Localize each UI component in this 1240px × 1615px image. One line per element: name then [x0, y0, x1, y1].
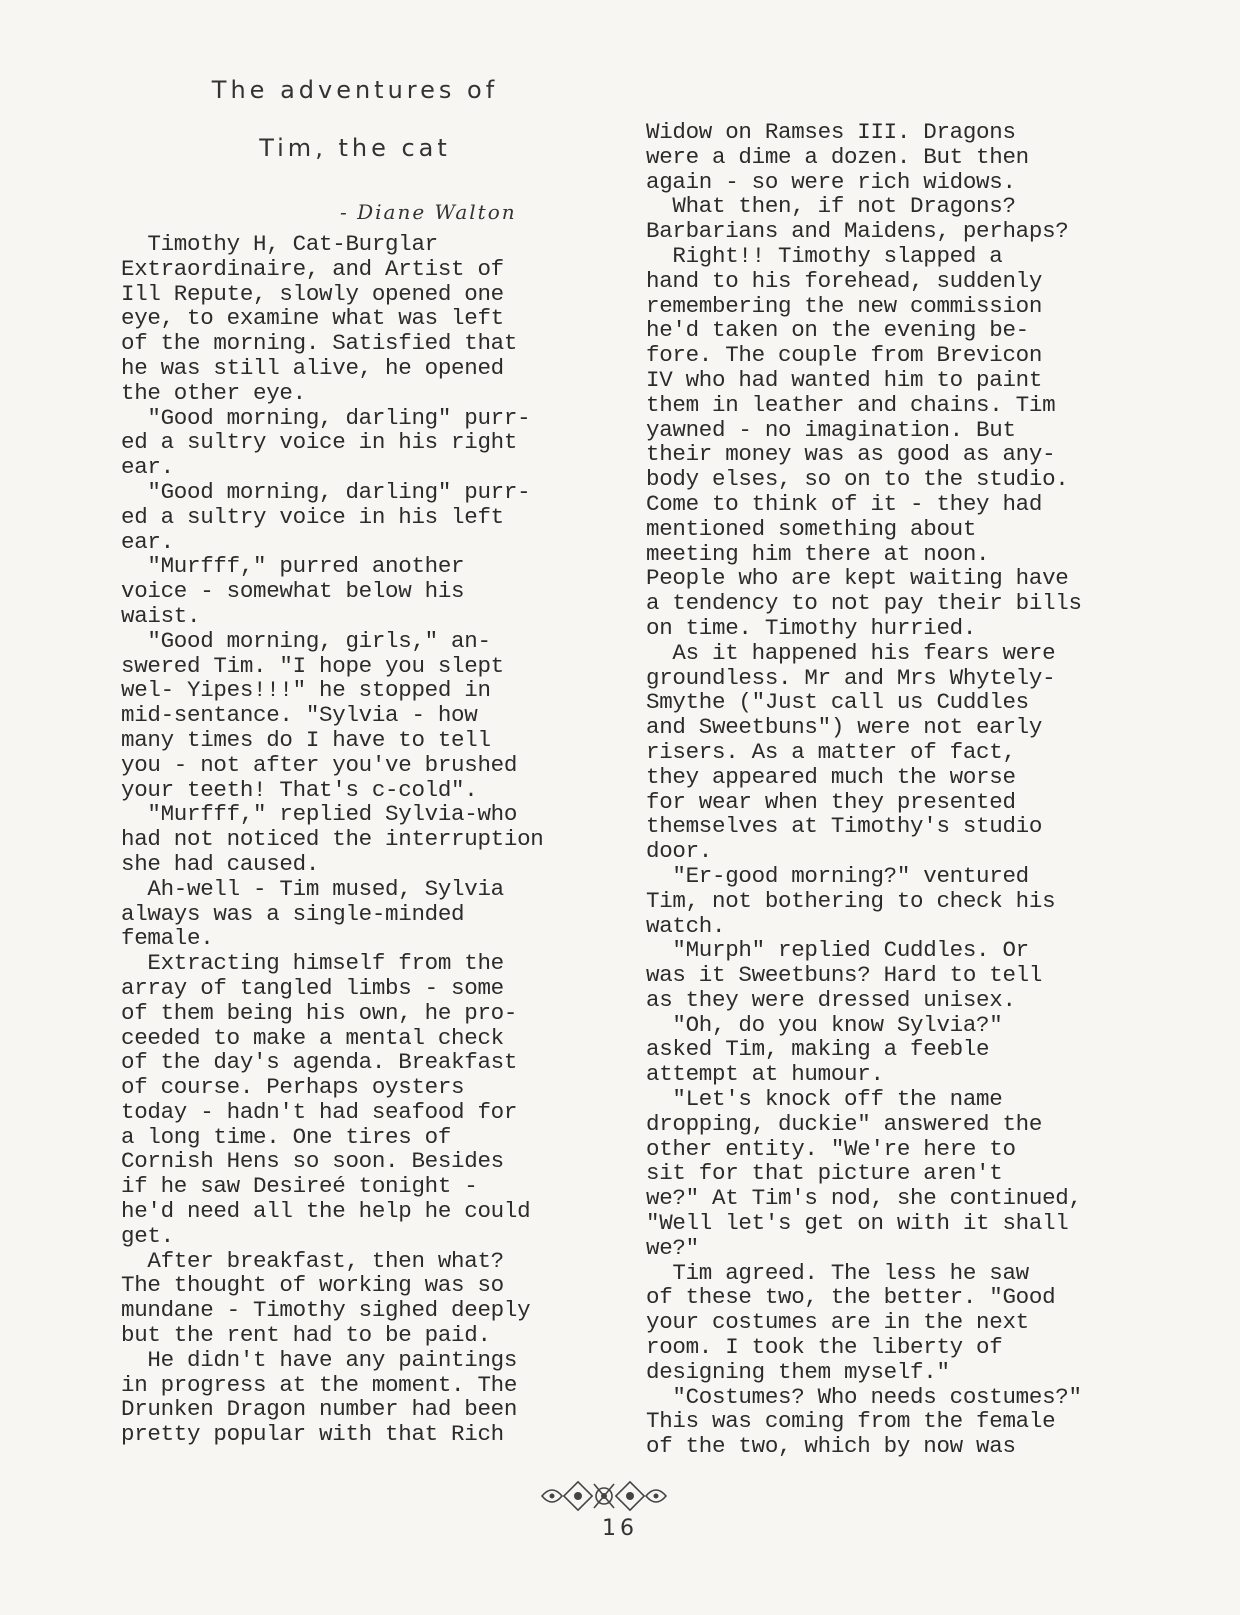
text-line: Ah-well - Tim mused, Sylvia	[121, 875, 504, 902]
text-line: your costumes are in the next	[646, 1309, 1029, 1336]
text-line: Cornish Hens so soon. Besides	[121, 1148, 504, 1175]
text-line: ed a sultry voice in his left	[121, 503, 504, 530]
text-line: we?"	[646, 1234, 699, 1261]
text-line: body elses, so on to the studio.	[646, 466, 1069, 493]
text-line: IV who had wanted him to paint	[646, 366, 1043, 393]
text-line: themselves at Timothy's studio	[646, 813, 1043, 840]
text-line: eye, to examine what was left	[121, 305, 504, 332]
text-line: The thought of working was so	[121, 1272, 504, 1299]
text-line: if he saw Desireé tonight -	[121, 1173, 478, 1200]
text-line: a long time. One tires of	[121, 1123, 452, 1150]
text-line: were a dime a dozen. But then	[646, 143, 1029, 170]
text-line: meeting him there at noon.	[646, 540, 990, 567]
text-line: risers. As a matter of fact,	[646, 738, 1016, 765]
text-line: "Murph" replied Cuddles. Or	[646, 937, 1029, 964]
text-line: of the day's agenda. Breakfast	[121, 1049, 518, 1076]
text-line: mid-sentance. "Sylvia - how	[121, 702, 478, 729]
text-line: of course. Perhaps oysters	[121, 1074, 465, 1101]
text-line: This was coming from the female	[646, 1408, 1056, 1435]
text-line: waist.	[121, 602, 201, 629]
text-line: Smythe ("Just call us Cuddles	[646, 689, 1029, 716]
text-line: groundless. Mr and Mrs Whytely-	[646, 664, 1056, 691]
decorative-ornament-icon	[538, 1478, 670, 1514]
byline: - Diane Walton	[340, 200, 517, 224]
text-line: in progress at the moment. The	[121, 1371, 518, 1398]
text-line: mundane - Timothy sighed deeply	[121, 1297, 531, 1324]
text-line: today - hadn't had seafood for	[121, 1098, 518, 1125]
text-line: asked Tim, making a feeble	[646, 1036, 990, 1063]
text-line: "Well let's get on with it shall	[646, 1210, 1069, 1237]
text-line: Extracting himself from the	[121, 950, 504, 977]
text-line: your teeth! That's c-cold".	[121, 776, 478, 803]
text-line: Right!! Timothy slapped a	[646, 242, 1003, 269]
text-line: As it happened his fears were	[646, 639, 1056, 666]
text-line: door.	[646, 838, 713, 865]
text-line: Come to think of it - they had	[646, 490, 1043, 517]
text-line: "Good morning, darling" purr-	[121, 478, 531, 505]
text-line: Barbarians and Maidens, perhaps?	[646, 218, 1069, 245]
text-line: she had caused.	[121, 850, 320, 877]
article-title-line-1: The adventures of	[211, 76, 499, 104]
text-line: he'd need all the help he could	[121, 1198, 531, 1225]
text-line: yawned - no imagination. But	[646, 416, 1016, 443]
text-line: sit for that picture aren't	[646, 1160, 1003, 1187]
text-line: He didn't have any paintings	[121, 1346, 518, 1373]
text-line: "Oh, do you know Sylvia?"	[646, 1011, 1003, 1038]
text-line: Timothy H, Cat-Burglar	[121, 231, 438, 257]
text-line: After breakfast, then what?	[121, 1247, 504, 1274]
text-line: attempt at humour.	[646, 1061, 884, 1088]
text-line: their money was as good as any-	[646, 441, 1056, 468]
text-line: always was a single-minded	[121, 900, 465, 927]
right-column	[646, 120, 1082, 1459]
text-line: as they were dressed unisex.	[646, 986, 1016, 1013]
text-line: on time. Timothy hurried.	[646, 614, 977, 641]
text-line: pretty popular with that Rich	[121, 1421, 504, 1448]
text-line: voice - somewhat below his	[121, 578, 465, 605]
text-line: "Good morning, darling" purr-	[121, 404, 531, 431]
text-line: a tendency to not pay their bills	[646, 590, 1082, 617]
text-line: Tim agreed. The less he saw	[646, 1259, 1029, 1286]
article-title-line-2: Tim, the cat	[259, 134, 451, 162]
text-line: designing them myself."	[646, 1358, 950, 1385]
text-line: "Good morning, girls," an-	[121, 627, 491, 654]
text-line: Ill Repute, slowly opened one	[121, 280, 504, 307]
text-line: mentioned something about	[646, 515, 977, 542]
text-line: they appeared much the worse	[646, 763, 1016, 790]
text-line: again - so were rich widows.	[646, 168, 1016, 195]
text-line: for wear when they presented	[646, 788, 1016, 815]
text-line: Extraordinaire, and Artist of	[121, 255, 504, 282]
text-line: other entity. "We're here to	[646, 1135, 1016, 1162]
text-line: Tim, not bothering to check his	[646, 887, 1056, 914]
text-line: of the two, which by now was	[646, 1433, 1016, 1460]
text-line: female.	[121, 925, 214, 952]
text-line: he'd taken on the evening be-	[646, 317, 1029, 344]
text-line: he was still alive, he opened	[121, 354, 504, 381]
left-column	[121, 232, 543, 1447]
text-line: the other eye.	[121, 379, 306, 406]
text-line: Widow on Ramses III. Dragons	[646, 119, 1016, 145]
text-line: "Murfff," replied Sylvia-who	[121, 801, 518, 828]
text-line: but the rent had to be paid.	[121, 1322, 491, 1349]
text-line: of these two, the better. "Good	[646, 1284, 1056, 1311]
text-line: watch.	[646, 912, 726, 939]
text-line: we?" At Tim's nod, she continued,	[646, 1185, 1082, 1212]
text-line: ed a sultry voice in his right	[121, 429, 518, 456]
text-line: hand to his forehead, suddenly	[646, 267, 1043, 294]
text-line: People who are kept waiting have	[646, 565, 1069, 592]
text-line: "Murfff," purred another	[121, 553, 465, 580]
text-line: of the morning. Satisfied that	[121, 330, 518, 357]
text-line: ear.	[121, 528, 174, 555]
text-line: many times do I have to tell	[121, 726, 491, 753]
text-line: had not noticed the interruption	[121, 826, 544, 853]
text-line: of them being his own, he pro-	[121, 999, 518, 1026]
text-line: them in leather and chains. Tim	[646, 391, 1056, 418]
text-line: wel- Yipes!!!" he stopped in	[121, 677, 491, 704]
text-line: you - not after you've brushed	[121, 751, 518, 778]
text-line: and Sweetbuns") were not early	[646, 714, 1043, 741]
text-line: ear.	[121, 454, 174, 481]
text-line: remembering the new commission	[646, 292, 1043, 319]
text-line: ceeded to make a mental check	[121, 1024, 504, 1051]
text-line: Drunken Dragon number had been	[121, 1396, 518, 1423]
text-line: room. I took the liberty of	[646, 1334, 1003, 1361]
text-line: get.	[121, 1222, 174, 1249]
text-line: "Er-good morning?" ventured	[646, 862, 1029, 889]
text-line: dropping, duckie" answered the	[646, 1110, 1043, 1137]
text-line: swered Tim. "I hope you slept	[121, 652, 504, 679]
text-line: was it Sweetbuns? Hard to tell	[646, 962, 1043, 989]
text-line: "Let's knock off the name	[646, 1086, 1003, 1113]
text-line: What then, if not Dragons?	[646, 193, 1016, 220]
text-line: "Costumes? Who needs costumes?"	[646, 1383, 1082, 1410]
text-line: array of tangled limbs - some	[121, 974, 504, 1001]
text-line: fore. The couple from Brevicon	[646, 342, 1043, 369]
page-number: 16	[602, 1516, 638, 1541]
